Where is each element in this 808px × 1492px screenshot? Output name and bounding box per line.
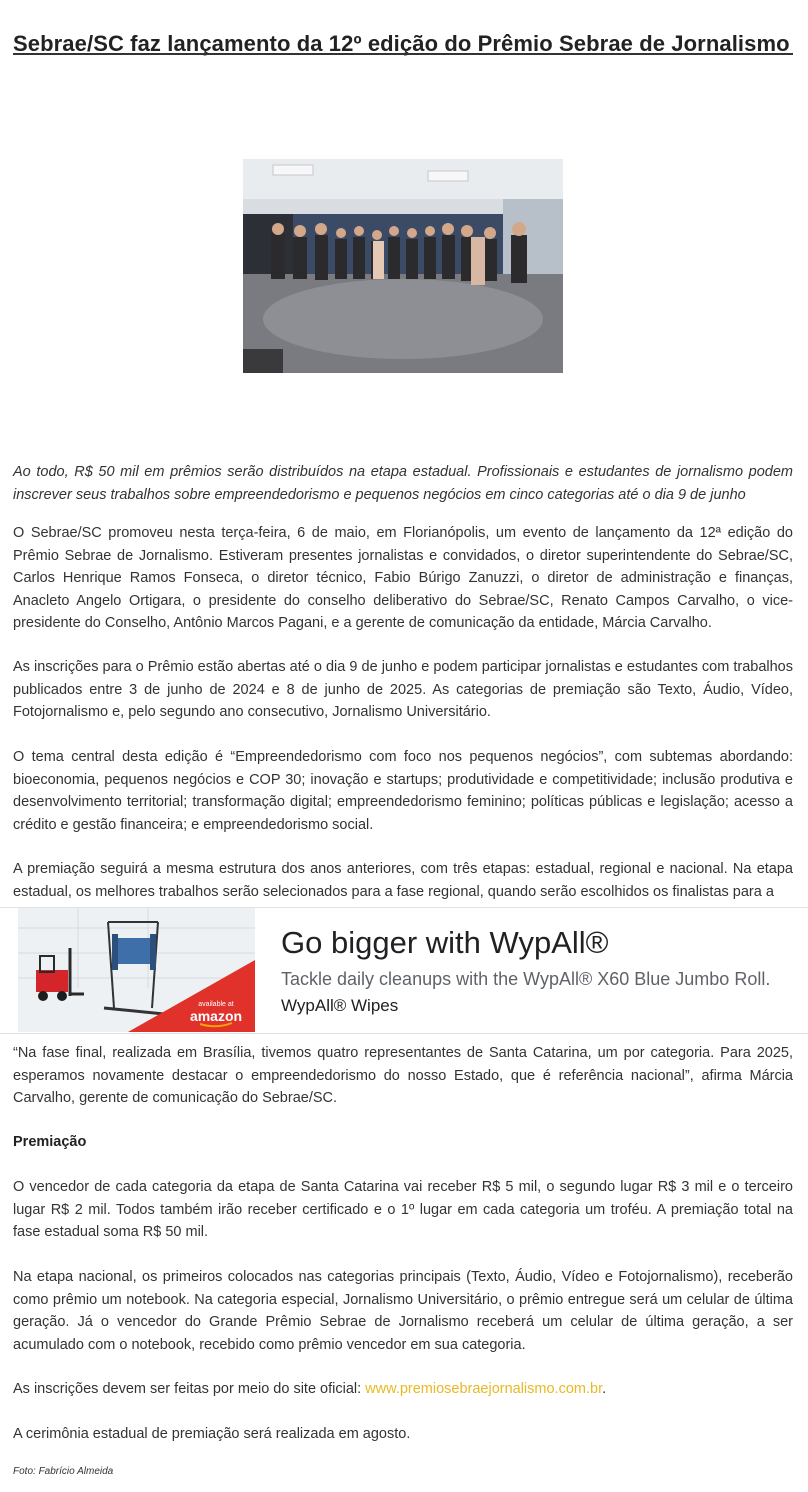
article-paragraph: As inscrições para o Prêmio estão abertas até o dia 9 de junho e podem participar jornalistas e estudantes com trabalhos publicados entre 3 de junho de 2024 e 8 de junho de 2025. As categorias de premiação são Texto, Áudio, Vídeo, Fotojornalismo e, pelo segundo ano consecutivo, Jornalismo Universitário. xyxy=(13,659,793,720)
article-photo xyxy=(243,159,563,373)
ad-badge-small: available at xyxy=(198,1001,234,1008)
article-paragraph: O Sebrae/SC promoveu nesta terça-feira, 6 de maio, em Florianópolis, um evento de lançamento da 12ª edição do Prêmio Sebrae de Jornalismo. Estiveram presentes jornalistas e convidados, o diretor superintendente do Sebrae/SC, Carlos Henrique Ramos Fonseca, o diretor técnico, Fabio Búrigo Zanuzzi, o diretor de administração e finanças, Anacleto Angelo Ortigara, o presidente do conselho deliberativo do Sebrae/SC, Renato Campos Carvalho, o vice-presidente do Conselho, Antônio Marcos Pagani, e a gerente de comunicação da entidade, Márcia Carvalho. xyxy=(13,525,793,631)
ad-description[interactable]: Tackle daily cleanups with the WypAll® X60 Blue Jumbo Roll. xyxy=(281,969,771,989)
ad-brand[interactable]: WypAll® Wipes xyxy=(281,996,399,1015)
ad-headline[interactable]: Go bigger with WypAll® xyxy=(281,925,609,960)
photo-credit: Foto: Fabrício Almeida xyxy=(13,1466,114,1477)
signup-text: As inscrições devem ser feitas por meio do site oficial: xyxy=(13,1381,366,1397)
signup-link[interactable]: www.premiosebraejornalismo.com.br xyxy=(365,1381,603,1397)
title-divider xyxy=(13,53,793,55)
ad-product-image[interactable] xyxy=(18,908,255,1032)
group-photo-illustration xyxy=(243,159,563,373)
article-paragraph: Na etapa nacional, os primeiros colocados nas categorias principais (Texto, Áudio, Vídeo e Fotojornalismo), receberão como prêmio um notebook. Na categoria especial, Jornalismo Universitário, o prêmio entregue será um celular de última geração. Já o vencedor do Grande Prêmio Sebrae de Jornalismo receberá um celular de última geração, a ser acumulado com o notebook, recebido como prêmio vencedor em sua categoria. xyxy=(13,1269,793,1353)
wypall-dispenser-illustration xyxy=(18,908,255,1032)
article-paragraph: A premiação seguirá a mesma estrutura dos anos anteriores, com três etapas: estadual, regional e nacional. Na etapa estadual, os melhores trabalhos serão selecionados para a fase regional, quando serão escolhidos os finalistas para a xyxy=(13,861,793,900)
article-quote: “Na fase final, realizada em Brasília, tivemos quatro representantes de Santa Catarina, um por categoria. Para 2025, esperamos novamente destacar o empreendedorismo do nosso Estado, que é referência nacional”, afirma Márcia Carvalho, gerente de comunicação do Sebrae/SC. xyxy=(13,1045,793,1106)
article-closing: A cerimônia estadual de premiação será realizada em agosto. xyxy=(13,1426,411,1442)
section-heading: Premiação xyxy=(13,1134,87,1150)
article-paragraph: O vencedor de cada categoria da etapa de Santa Catarina vai receber R$ 5 mil, o segundo lugar R$ 3 mil e o terceiro lugar R$ 2 mil. Todos também irão receber certificado e o 1º lugar em cada categoria um troféu. A premiação total na fase estadual soma R$ 50 mil. xyxy=(13,1179,793,1240)
article-lead: Ao todo, R$ 50 mil em prêmios serão distribuídos na etapa estadual. Profissionais e estudantes de jornalismo podem inscrever seus trabalhos sobre empreendedorismo e pequenos negócios em cinco categorias até o dia 9 de junho xyxy=(13,464,793,503)
signup-paragraph xyxy=(13,1378,793,1401)
ad-badge-store: amazon xyxy=(189,1008,243,1024)
signup-suffix: . xyxy=(602,1381,607,1397)
article-title: Sebrae/SC faz lançamento da 12º edição do Prêmio Sebrae de Jornalismo xyxy=(13,30,790,56)
ad-banner[interactable] xyxy=(0,907,808,1034)
article-paragraph: O tema central desta edição é “Empreendedorismo com foco nos pequenos negócios”, com subtemas abordando: bioeconomia, pequenos negócios e COP 30; inovação e startups; produtividade e competitividade; inclusão produtiva e desenvolvimento territorial; transformação digital; empreendedorismo feminino; políticas públicas e legislação; acesso a crédito e gestão financeira; e empreendedorismo social. xyxy=(13,749,793,833)
